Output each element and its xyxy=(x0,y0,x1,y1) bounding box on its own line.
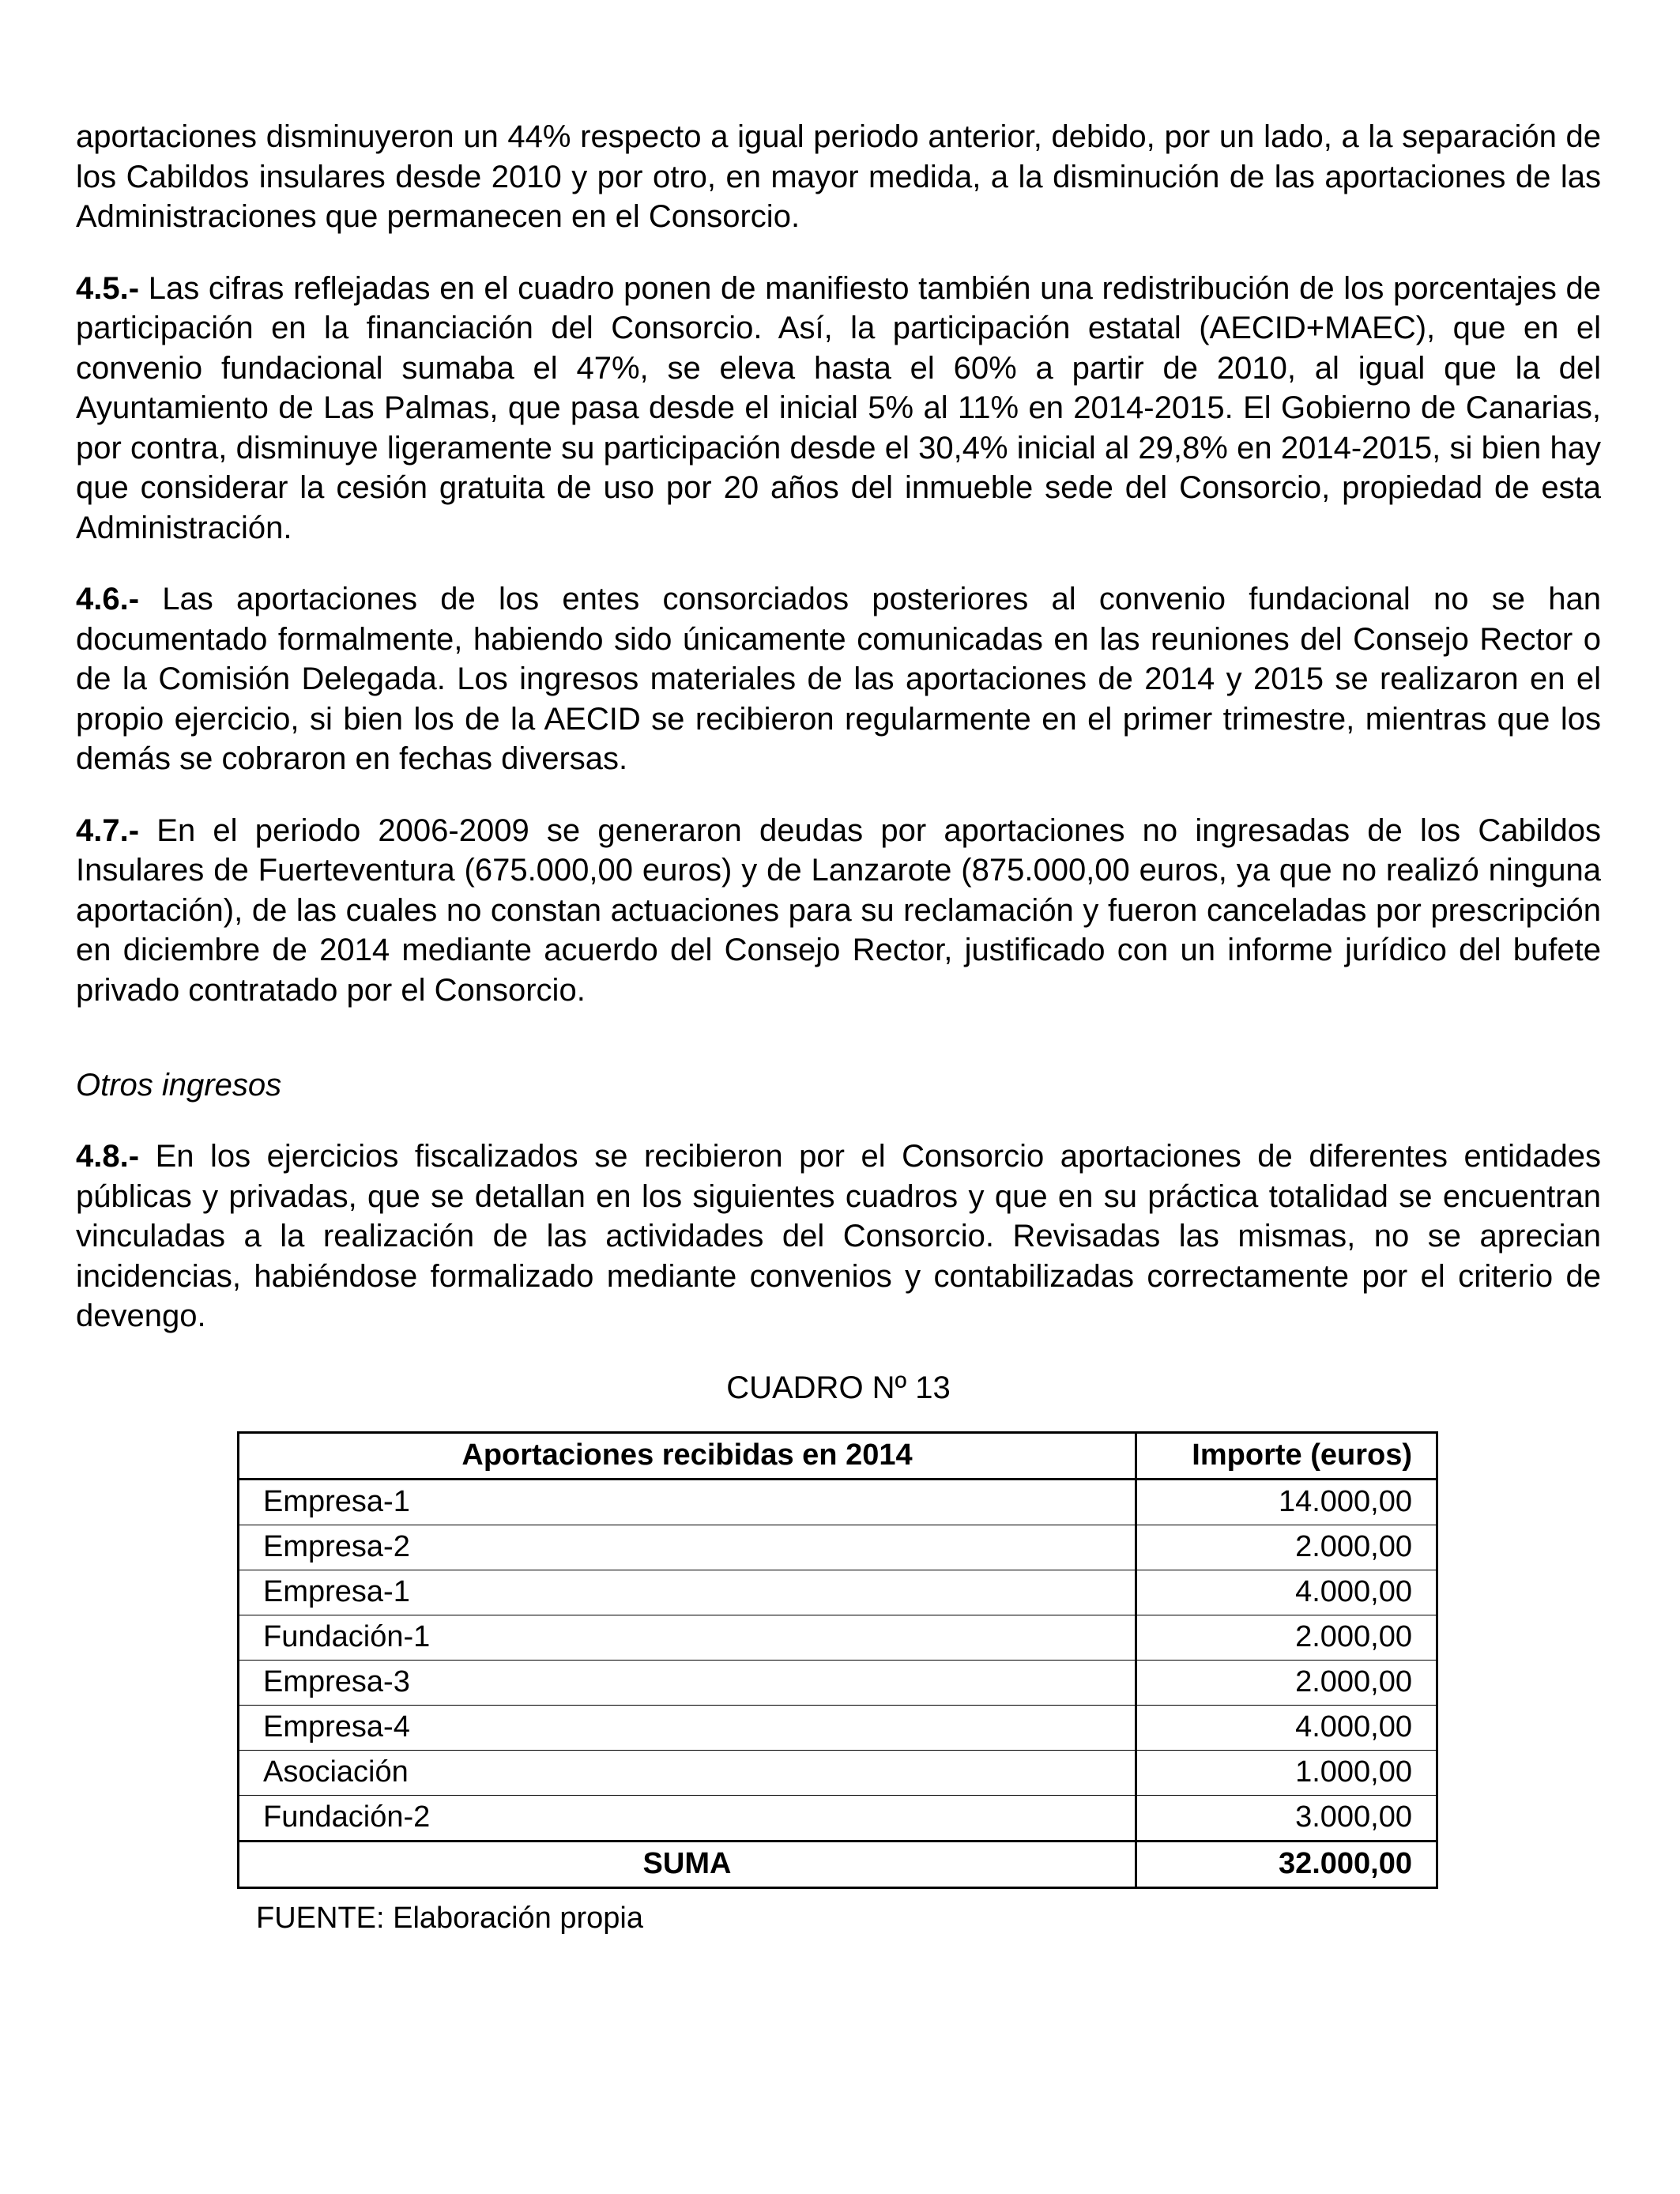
contributor-cell: Empresa-2 xyxy=(239,1525,1136,1570)
amount-cell: 2.000,00 xyxy=(1136,1660,1437,1705)
table-row xyxy=(239,1525,1437,1570)
table-row xyxy=(239,1615,1437,1660)
paragraph-number: 4.8.- xyxy=(76,1139,140,1174)
column-header-amount: Importe (euros) xyxy=(1136,1432,1437,1479)
contributor-cell: Asociación xyxy=(239,1750,1136,1795)
contributor-cell: Empresa-3 xyxy=(239,1660,1136,1705)
table-row xyxy=(239,1705,1437,1750)
table-row xyxy=(239,1795,1437,1841)
total-label: SUMA xyxy=(239,1841,1136,1887)
paragraph-4-6 xyxy=(76,579,1601,779)
paragraph-intro xyxy=(76,117,1601,237)
amount-cell: 3.000,00 xyxy=(1136,1795,1437,1841)
amount-cell: 4.000,00 xyxy=(1136,1570,1437,1615)
amount-cell: 2.000,00 xyxy=(1136,1525,1437,1570)
table-total-row xyxy=(239,1841,1437,1887)
total-amount: 32.000,00 xyxy=(1136,1841,1437,1887)
table-row xyxy=(239,1750,1437,1795)
paragraph-text: Las cifras reflejadas en el cuadro ponen de manifiesto también una redistribución de los porcentajes de participación en la financiación del Consorcio. Así, la participación estatal (AECID+MAEC), que en el convenio fundacional sumaba el 47%, se eleva hasta el 60% a partir de 2010, al igual que la del Ayuntamiento de Las Palmas, que pasa desde el inicial 5% al 11% en 2014-2015. El Gobierno de Canarias, por contra, disminuye ligeramente su participación desde el 30,4% inicial al 29,8% en 2014-2015, si bien hay que considerar la cesión gratuita de uso por 20 años del inmueble sede del Consorcio, propiedad de esta Administración. xyxy=(76,270,1601,545)
contributor-cell: Fundación-2 xyxy=(239,1795,1136,1841)
paragraph-text: En el periodo 2006-2009 se generaron deudas por aportaciones no ingresadas de los Cabildos Insulares de Fuerteventura (675.000,00 euros) y de Lanzarote (875.000,00 euros, ya que no realizó ninguna aportación), de las cuales no constan actuaciones para su reclamación y fueron canceladas por prescripción en diciembre de 2014 mediante acuerdo del Consejo Rector, justificado con un informe jurídico del bufete privado contratado por el Consorcio. xyxy=(76,812,1601,1008)
paragraph-number: 4.6.- xyxy=(76,582,140,616)
table-row xyxy=(239,1479,1437,1525)
table-caption: CUADRO Nº 13 xyxy=(726,1370,951,1405)
paragraph-text: aportaciones disminuyeron un 44% respecto a igual periodo anterior, debido, por un lado, a la separación de los Cabildos insulares desde 2010 y por otro, en mayor medida, a la disminución de las aportaciones de las Administraciones que permanecen en el Consorcio. xyxy=(76,119,1601,234)
paragraph-4-8 xyxy=(76,1137,1601,1336)
paragraph-text: Las aportaciones de los entes consorciados posteriores al convenio fundacional no se han documentado formalmente, habiendo sido únicamente comunicadas en las reuniones del Consejo Rector o de la Comisión Delegada. Los ingresos materiales de las aportaciones de 2014 y 2015 se realizaron en el propio ejercicio, si bien los de la AECID se recibieron regularmente en el primer trimestre, mientras que los demás se cobraron en fechas diversas. xyxy=(76,582,1601,776)
contributor-cell: Fundación-1 xyxy=(239,1615,1136,1660)
column-header-contributor: Aportaciones recibidas en 2014 xyxy=(239,1432,1136,1479)
section-subheading: Otros ingresos xyxy=(76,1068,282,1103)
contributor-cell: Empresa-1 xyxy=(239,1479,1136,1525)
paragraph-number: 4.5.- xyxy=(76,270,140,306)
amount-cell: 2.000,00 xyxy=(1136,1615,1437,1660)
table-row xyxy=(239,1570,1437,1615)
paragraph-4-7 xyxy=(76,811,1601,1011)
contributor-cell: Empresa-1 xyxy=(239,1570,1136,1615)
paragraph-text: En los ejercicios fiscalizados se recibieron por el Consorcio aportaciones de diferentes entidades públicas y privadas, que se detallan en los siguientes cuadros y que en su práctica totalidad se encuentran vinculadas a la realización de las actividades del Consorcio. Revisadas las mismas, no se aprecian incidencias, habiéndose formalizado mediante convenios y contabilizadas correctamente por el criterio de devengo. xyxy=(76,1139,1601,1333)
amount-cell: 4.000,00 xyxy=(1136,1705,1437,1750)
amount-cell: 14.000,00 xyxy=(1136,1479,1437,1525)
contributions-table xyxy=(237,1431,1438,1889)
table-row xyxy=(239,1660,1437,1705)
table-source: FUENTE: Elaboración propia xyxy=(256,1901,643,1935)
paragraph-4-5 xyxy=(76,269,1601,548)
paragraph-number: 4.7.- xyxy=(76,812,140,848)
document-page xyxy=(76,117,1601,1936)
amount-cell: 1.000,00 xyxy=(1136,1750,1437,1795)
contributor-cell: Empresa-4 xyxy=(239,1705,1136,1750)
table-header-row xyxy=(239,1432,1437,1479)
